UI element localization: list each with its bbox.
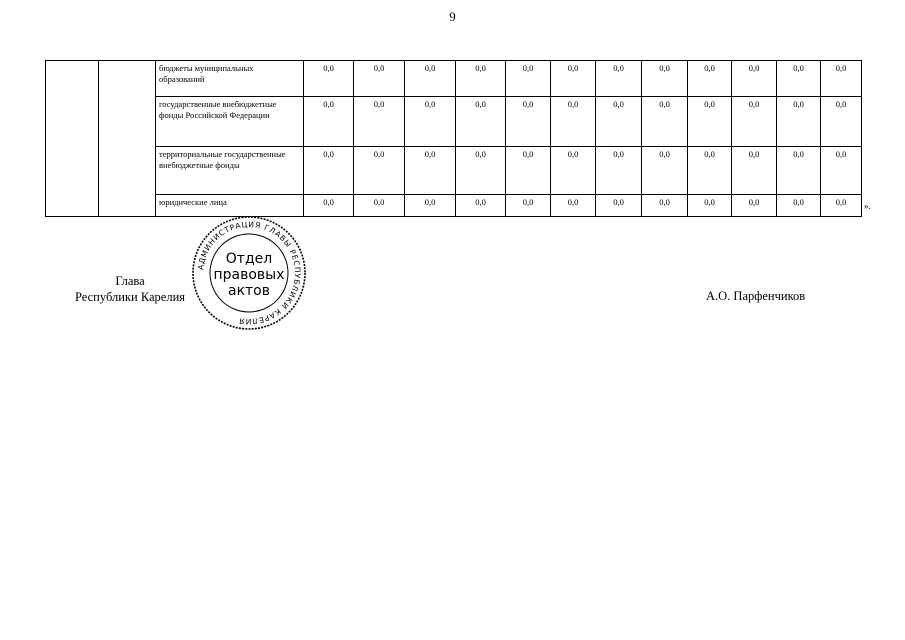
value-cell: 0,0 xyxy=(777,147,821,195)
value-cell: 0,0 xyxy=(551,147,596,195)
page-number: 9 xyxy=(449,9,456,24)
value-cell: 0,0 xyxy=(732,61,777,97)
value-cell: 0,0 xyxy=(688,61,732,97)
signature-title xyxy=(60,273,200,306)
value-cell: 0,0 xyxy=(688,97,732,147)
value-cell: 0,0 xyxy=(642,97,688,147)
value-cell: 0,0 xyxy=(506,97,551,147)
value-cell: 0,0 xyxy=(732,97,777,147)
value-cell: 0,0 xyxy=(777,97,821,147)
value-cell: 0,0 xyxy=(821,61,862,97)
value-cell: 0,0 xyxy=(596,61,642,97)
stamp-line2: правовых xyxy=(213,267,285,283)
table-row xyxy=(46,195,862,217)
table-row xyxy=(46,147,862,195)
value-cell: 0,0 xyxy=(405,195,456,217)
value-cell: 0,0 xyxy=(304,97,354,147)
row-label: бюджеты муниципальных образований xyxy=(156,61,304,97)
value-cell: 0,0 xyxy=(821,195,862,217)
value-cell: 0,0 xyxy=(354,195,405,217)
value-cell: 0,0 xyxy=(405,61,456,97)
row-label: юридические лица xyxy=(156,195,304,217)
closing-quote: ». xyxy=(864,201,871,211)
value-cell: 0,0 xyxy=(642,195,688,217)
value-cell: 0,0 xyxy=(642,61,688,97)
signatory-name: А.О. Парфенчиков xyxy=(706,289,806,303)
value-cell: 0,0 xyxy=(456,195,506,217)
value-cell: 0,0 xyxy=(821,147,862,195)
value-cell: 0,0 xyxy=(688,147,732,195)
value-cell: 0,0 xyxy=(506,147,551,195)
stamp-ring-text: АДМИНИСТРАЦИЯ ГЛАВЫ РЕСПУБЛИКИ КАРЕЛИЯ xyxy=(196,219,303,327)
value-cell: 0,0 xyxy=(551,97,596,147)
value-cell: 0,0 xyxy=(506,195,551,217)
value-cell: 0,0 xyxy=(642,147,688,195)
value-cell: 0,0 xyxy=(688,195,732,217)
stamp-seal xyxy=(191,215,307,331)
row-label: государственные внебюджетные фонды Российской Федерации xyxy=(156,97,304,147)
value-cell: 0,0 xyxy=(777,195,821,217)
value-cell: 0,0 xyxy=(551,195,596,217)
value-cell: 0,0 xyxy=(304,147,354,195)
value-cell: 0,0 xyxy=(732,147,777,195)
value-cell: 0,0 xyxy=(456,97,506,147)
value-cell: 0,0 xyxy=(456,61,506,97)
row-label: территориальные государственные внебюджетные фонды xyxy=(156,147,304,195)
budget-table xyxy=(45,60,862,217)
value-cell: 0,0 xyxy=(732,195,777,217)
value-cell: 0,0 xyxy=(304,61,354,97)
value-cell: 0,0 xyxy=(354,147,405,195)
value-cell: 0,0 xyxy=(304,195,354,217)
signature-title-line2: Республики Карелия xyxy=(74,290,186,305)
stamp-line3: актов xyxy=(227,283,271,299)
value-cell: 0,0 xyxy=(456,147,506,195)
signature-title-line1: Глава xyxy=(115,274,145,288)
table-row xyxy=(46,97,862,147)
value-cell: 0,0 xyxy=(777,61,821,97)
value-cell: 0,0 xyxy=(405,97,456,147)
empty-col-1 xyxy=(46,61,99,217)
stamp-line1: Отдел xyxy=(225,251,273,267)
value-cell: 0,0 xyxy=(596,195,642,217)
value-cell: 0,0 xyxy=(354,61,405,97)
table-row xyxy=(46,61,862,97)
empty-col-2 xyxy=(99,61,156,217)
value-cell: 0,0 xyxy=(506,61,551,97)
value-cell: 0,0 xyxy=(596,97,642,147)
value-cell: 0,0 xyxy=(821,97,862,147)
value-cell: 0,0 xyxy=(596,147,642,195)
value-cell: 0,0 xyxy=(354,97,405,147)
value-cell: 0,0 xyxy=(551,61,596,97)
value-cell: 0,0 xyxy=(405,147,456,195)
